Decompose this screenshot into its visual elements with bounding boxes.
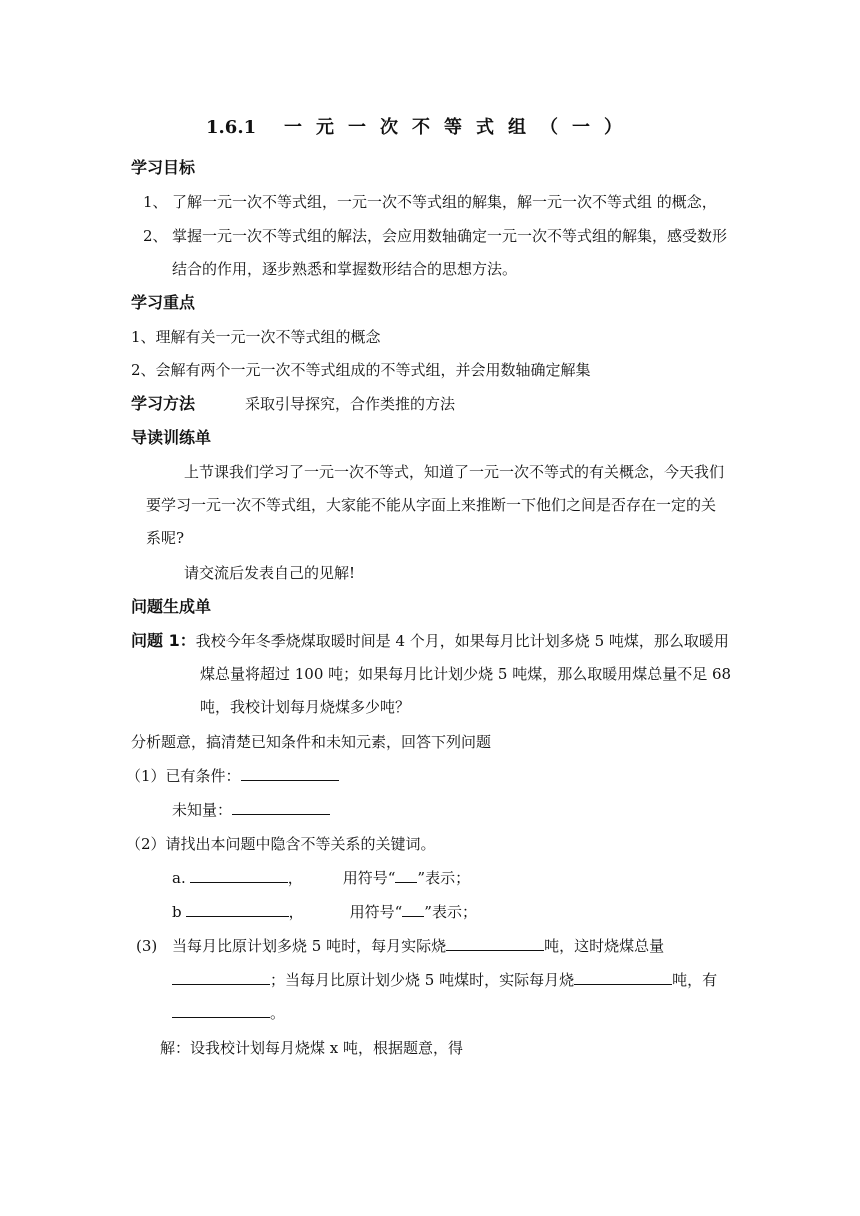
keyword-b-label: b <box>172 903 182 921</box>
guide-paragraph-line: 系呢? <box>146 529 185 547</box>
objective-item-2 <box>143 226 727 246</box>
keypoints-heading: 学习重点 <box>131 293 196 312</box>
s3-text-2: 吨，这时烧煤总量 <box>544 937 665 955</box>
sub-question-3-num: (3) <box>136 937 158 955</box>
analysis-instruction: 分析题意，搞清楚已知条件和未知元素，回答下列问题 <box>131 733 492 751</box>
unknown-label: 未知量： <box>172 801 233 819</box>
objective-item-2-cont: 结合的作用，逐步熟悉和掌握数形结合的思想方法。 <box>172 260 518 278</box>
keypoint-item-1: 1、理解有关一元一次不等式组的概念 <box>131 328 381 346</box>
keypoint-item-2: 2、会解有两个一元一次不等式组成的不等式组，并会用数轴确定解集 <box>131 361 591 379</box>
method-heading: 学习方法 <box>131 394 196 413</box>
total-more-blank[interactable] <box>172 970 270 985</box>
comma: ， <box>288 903 304 921</box>
problem-1-line: 吨，我校计划每月烧煤多少吨？ <box>200 698 411 716</box>
sub-question-2: （2）请找出本问题中隐含不等关系的关键词。 <box>126 835 436 853</box>
objective-item-1 <box>143 192 717 212</box>
symbol-suffix: ”表示； <box>417 869 471 887</box>
unknown-row <box>172 800 330 820</box>
known-conditions-label: （1）已有条件： <box>126 767 241 785</box>
method-text: 采取引导探究，合作类推的方法 <box>245 395 456 413</box>
symbol-suffix: ”表示； <box>424 903 477 921</box>
solution-line: 解：设我校计划每月烧煤 x 吨，根据题意，得 <box>160 1039 463 1057</box>
problem-1-label: 问题 1： <box>131 631 196 650</box>
sub-question-1 <box>126 766 339 786</box>
symbol-prefix: 用符号“ <box>342 869 396 887</box>
s3-end: 。 <box>270 1004 286 1022</box>
problem-1-text: 我校今年冬季烧煤取暖时间是 4 个月，如果每月比计划多烧 5 吨煤，那么取暖用 <box>195 632 729 650</box>
guide-prompt: 请交流后发表自己的见解! <box>184 564 356 582</box>
comma: ， <box>287 869 303 887</box>
symbol-b-blank[interactable] <box>402 902 424 917</box>
keyword-row-a <box>172 868 470 888</box>
monthly-less-blank[interactable] <box>574 970 672 985</box>
symbol-prefix: 用符号“ <box>349 903 403 921</box>
problems-heading: 问题生成单 <box>131 597 212 616</box>
guide-paragraph-line: 上节课我们学习了一元一次不等式，知道了一元一次不等式的有关概念，今天我们 <box>184 463 725 481</box>
monthly-more-blank[interactable] <box>446 936 544 951</box>
guide-paragraph-line: 要学习一元一次不等式组，大家能不能从字面上来推断一下他们之间是否存在一定的关 <box>146 496 717 514</box>
objective-text: 掌握一元一次不等式组的解法，会应用数轴确定一元一次不等式组的解集，感受数形 <box>172 227 728 245</box>
s3-text-3: ；当每月比原计划少烧 5 吨煤时，实际每月烧 <box>270 971 575 989</box>
keyword-b-blank[interactable] <box>186 902 289 917</box>
symbol-a-blank[interactable] <box>395 868 417 883</box>
keyword-a-blank[interactable] <box>190 868 288 883</box>
problem-1 <box>131 631 729 651</box>
page-title <box>206 118 636 138</box>
objective-num: 2、 <box>143 227 168 245</box>
problem-1-line: 煤总量将超过 100 吨；如果每月比计划少烧 5 吨煤，那么取暖用煤总量不足 68 <box>200 665 732 683</box>
objective-text: 了解一元一次不等式组，一元一次不等式组的解集，解一元一次不等式组 的概念， <box>172 193 717 211</box>
keyword-a-label: a. <box>172 869 186 887</box>
sub-question-3-line-2 <box>172 970 717 990</box>
s3-text-1: 当每月比原计划多烧 5 吨时，每月实际烧 <box>172 937 447 955</box>
unknown-blank[interactable] <box>232 800 330 815</box>
guide-heading: 导读训练单 <box>131 428 212 447</box>
total-less-blank[interactable] <box>172 1003 270 1018</box>
s3-text-4: 吨，有 <box>672 971 718 989</box>
objectives-heading: 学习目标 <box>131 158 196 177</box>
sub-question-3 <box>136 936 664 956</box>
method-row <box>131 394 455 414</box>
known-conditions-blank[interactable] <box>241 766 339 781</box>
sub-question-3-line-3 <box>172 1003 285 1023</box>
keyword-row-b <box>172 902 477 922</box>
section-number: 1.6.1 <box>206 117 257 138</box>
objective-num: 1、 <box>143 193 168 211</box>
title-text: 一元一次不等式组（一） <box>284 117 636 138</box>
